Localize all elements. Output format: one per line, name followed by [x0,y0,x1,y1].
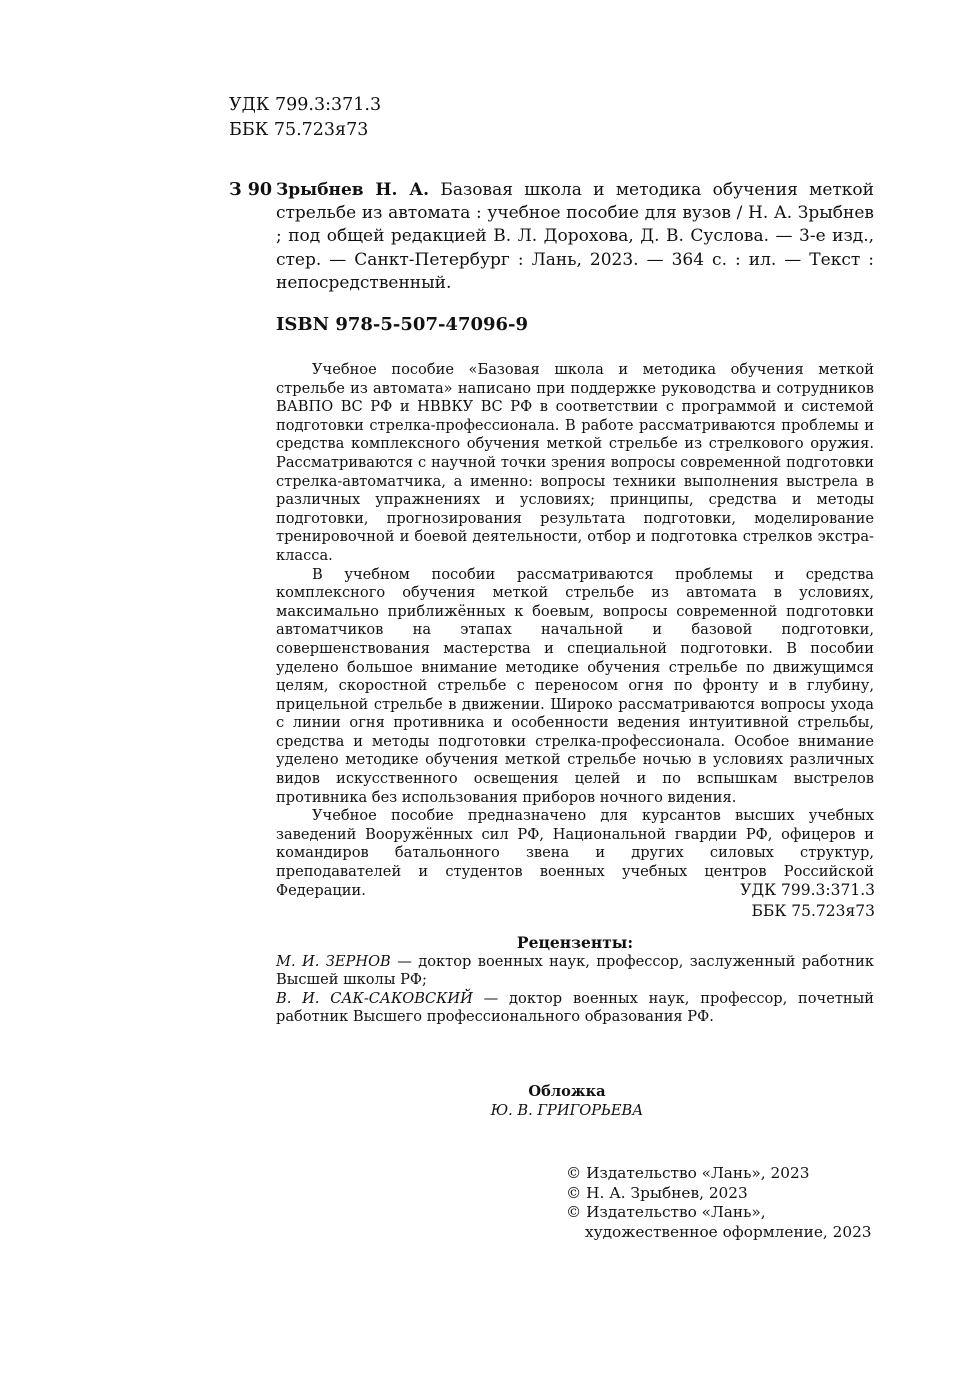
udk-code: УДК 799.3:371.3 [229,95,382,115]
cover-credit [276,1083,874,1120]
header-codes [229,93,381,143]
copyright-line: © Издательство «Лань», [566,1203,766,1222]
copyright-line: © Издательство «Лань», 2023 [566,1164,810,1182]
reviewer-role: — доктор военных наук, профессор, заслуженный работник Высшей школы РФ; [276,953,875,989]
cover-title: Обложка [528,1083,606,1100]
copyright-line: художественное оформление, 2023 [585,1222,872,1241]
reviewers-title: Рецензенты: [516,933,634,952]
reviewers-block [276,933,874,1027]
footer-codes [740,880,875,922]
bbk-code-bottom: ББК 75.723я73 [751,902,875,920]
bibliographic-record [276,179,874,295]
reviewer-name: В. И. САК-САКОВСКИЙ [276,989,473,1007]
bibliographic-description: Базовая школа и методика обучения меткой стрельбе из автомата : учебное пособие для вузов / Н. А. Зрыбнев ; под общей редакцией В. Л. Дорохова, Д. В. Суслова. — 3-е изд., стер. — Санкт-Петербург : Лань, 2023. — 364 с. : ил. — Текст : непосредственный. [276,180,874,293]
annotation [276,361,874,900]
isbn: ISBN 978-5-507-47096-9 [276,314,529,335]
udk-code-bottom: УДК 799.3:371.3 [740,881,875,899]
cover-artist: Ю. В. ГРИГОРЬЕВА [490,1101,644,1119]
reviewer-entry [276,990,874,1027]
annotation-paragraph: Учебное пособие предназначено для курсантов высших учебных заведений Вооружённых сил РФ, Национальной гвардии РФ, офицеров и командиров батальонного звена и других силовых структур, преподавателей и студентов военных учебных центров Российской Федерации. [276,807,874,899]
author-sign: З 90 [229,180,273,200]
reviewer-role: — доктор военных наук, профессор, почетный работник Высшего профессионального образования РФ. [276,989,874,1026]
annotation-paragraph: В учебном пособии рассматриваются проблемы и средства комплексного обучения меткой стрельбе из автомата в условиях, максимально приближённых к боевым, вопросы современной подготовки автоматчиков на этапах начальной и базовой подготовки, совершенствования мастерства и специальной подготовки. В пособии уделено большое внимание методике обучения стрельбе по движущимся целям, скоростной стрельбе с переносом огня по фронту и в глубину, прицельной стрельбе в движении. Широко рассматриваются вопросы ухода с линии огня противника и особенности ведения интуитивной стрельбы, средства и методы подготовки стрелка-профессионала. Особое внимание уделено методике обучения меткой стрельбе ночью в условиях различных видов искусственного освещения целей и по вспышкам выстрелов противника без использования приборов ночного видения. [276,565,874,806]
author-name: Зрыбнев Н. А. [276,180,430,200]
reviewer-entry [276,953,874,990]
bbk-code: ББК 75.723я73 [229,120,369,140]
copyright-block [566,1164,872,1242]
copyright-line: © Н. А. Зрыбнев, 2023 [566,1183,748,1202]
annotation-paragraph: Учебное пособие «Базовая школа и методика обучения меткой стрельбе из автомата» написано при поддержке руководства и сотрудников ВАВПО ВС РФ и НВВКУ ВС РФ в соответствии с программой и системой подготовки стрелка-профессионала. В работе рассматриваются проблемы и средства комплексного обучения меткой стрельбе из стрелкового оружия. Рассматриваются с научной точки зрения вопросы современной подготовки стрелка-автоматчика, а именно: вопросы техники выполнения выстрела в различных упражнениях и условиях; принципы, средства и методы подготовки, прогнозирования результата подготовки, моделирование тренировочной и боевой деятельности, отбор и подготовка стрелков экстра-класса. [276,361,874,564]
reviewer-name: М. И. ЗЕРНОВ [276,953,391,970]
